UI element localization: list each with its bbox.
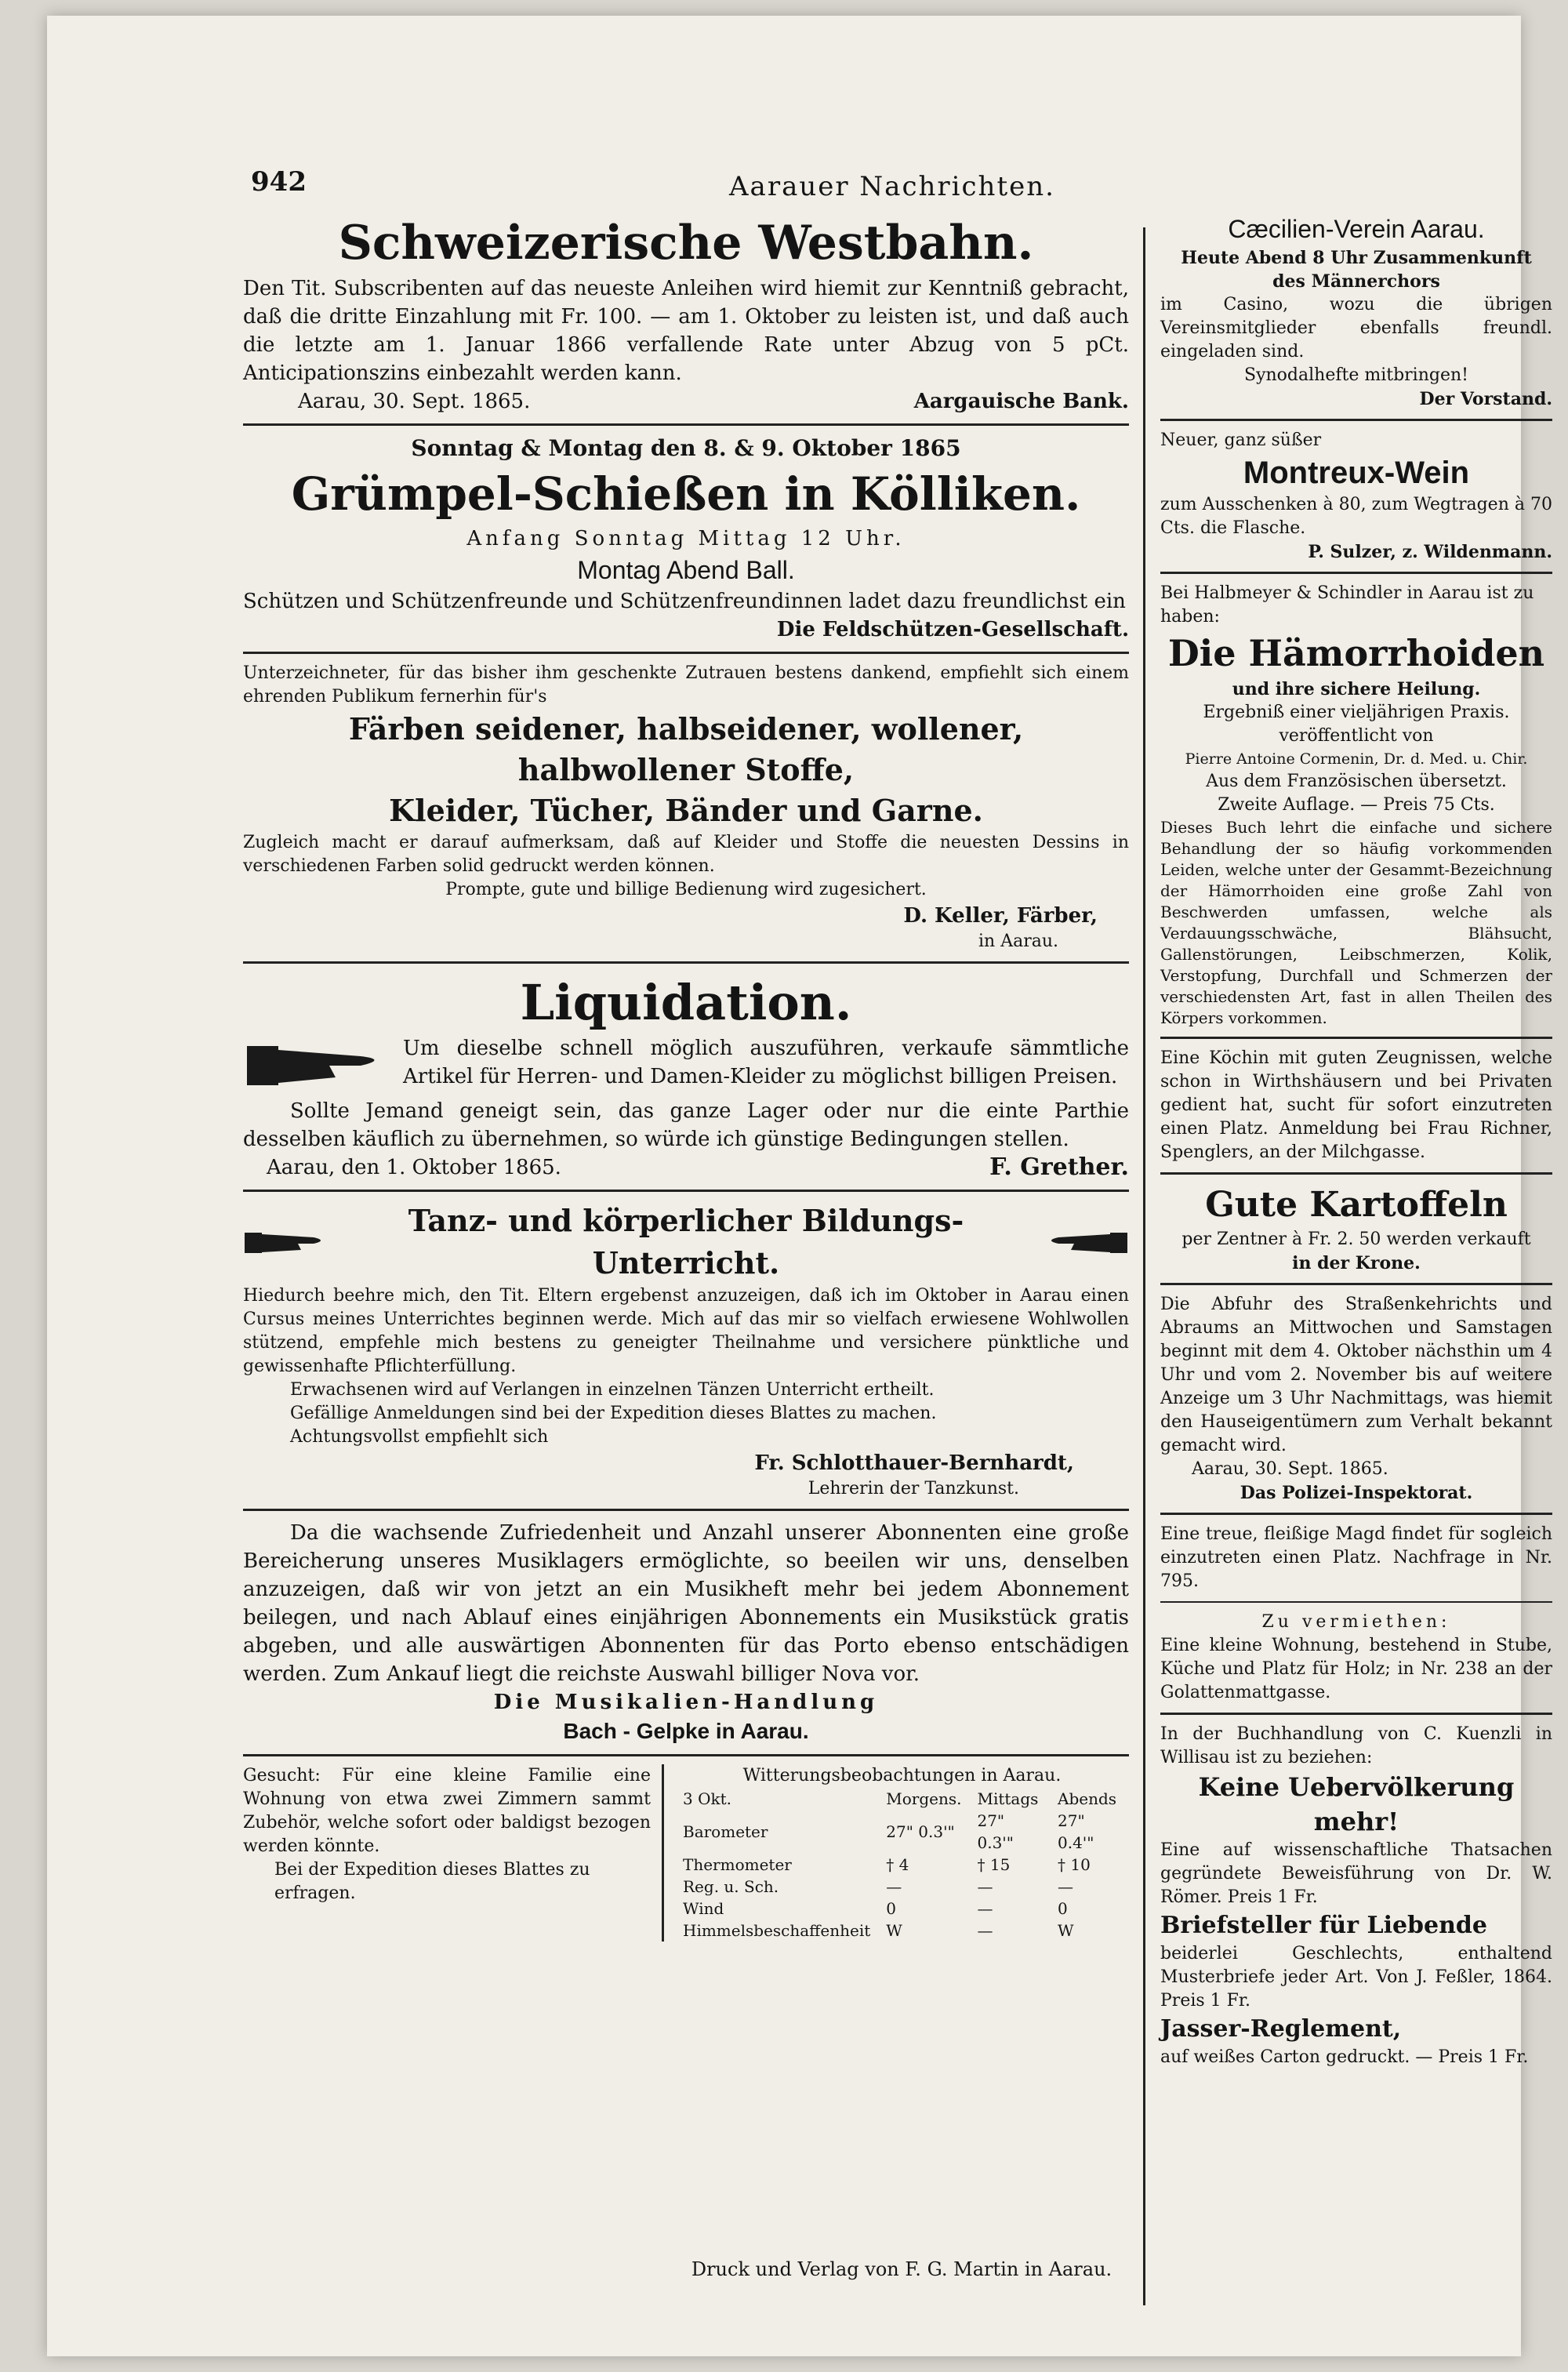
- weather-cell: Himmelsbeschaffenheit: [683, 1921, 871, 1940]
- musik-body: Da die wachsende Zufriedenheit und Anzahl unserer Abonnenten eine große Bereicherung unseres Musiklagers ermöglichte, so beeilen wir uns, denselben anzuzeigen, daß wir von jetzt an ein Musikheft mehr bei jedem Abonnement beilegen, und nach Ablauf eines einjährigen Abonnements ein Musikstück gratis abgeben, und alle auswärtigen Abonnenten für das Porto ebenso entschädigen werden. Zum Ankauf liegt die reichste Auswahl billiger Nova vor.: [243, 1521, 1129, 1686]
- table-row: [675, 1898, 1129, 1920]
- weather-cell: Wind: [683, 1899, 724, 1918]
- kartoffeln-body: per Zentner à Fr. 2. 50 werden verkauft: [1181, 1230, 1531, 1249]
- weather-head-1: Morgens.: [886, 1789, 962, 1808]
- pointing-hand-left-icon: [1043, 1226, 1129, 1258]
- table-row: [675, 1810, 1129, 1854]
- keller-headline-2: Kleider, Tücher, Bänder und Garne.: [389, 793, 983, 828]
- wein-notice: [1160, 429, 1552, 564]
- musik-notice: [243, 1519, 1129, 1746]
- keller-signature: D. Keller, Färber,: [903, 904, 1098, 928]
- liquidation-signature: F. Grether.: [989, 1153, 1129, 1181]
- buch-subtitle: und ihre sichere Heilung.: [1232, 679, 1481, 699]
- weather-cell: —: [977, 1899, 993, 1918]
- left-column: [243, 212, 1129, 1942]
- gruempel-signature: Die Feldschützen-Gesellschaft.: [776, 618, 1129, 641]
- kuenzli-intro: In der Buchhandlung von C. Kuenzli in Willisau ist zu beziehen:: [1160, 1724, 1552, 1767]
- pointing-hand-right-icon: [243, 1226, 329, 1258]
- weather-cell: Reg. u. Sch.: [683, 1877, 779, 1896]
- weather-cell: † 15: [977, 1855, 1011, 1874]
- table-row: [675, 1876, 1129, 1898]
- running-title: Aarauer Nachrichten.: [729, 171, 1055, 202]
- keller-service: Prompte, gute und billige Bedienung wird zugesichert.: [445, 880, 927, 899]
- page-number: 942: [251, 166, 307, 198]
- column-rule: [1143, 227, 1145, 2305]
- gruempel-start: Anfang Sonntag Mittag 12 Uhr.: [466, 527, 906, 550]
- wein-body: zum Ausschenken à 80, zum Wegtragen à 70 Cts. die Flasche.: [1160, 495, 1552, 538]
- weather-cell: Barometer: [683, 1822, 768, 1841]
- weather-cell: 27" 0.3'": [977, 1811, 1014, 1852]
- gruempel-title: Grümpel-Schießen in Kölliken.: [291, 467, 1081, 521]
- keller-headline-1: Färben seidener, halbseidener, wollener, halbwollener Stoffe,: [348, 711, 1024, 787]
- bottom-left-row: [243, 1764, 1129, 1942]
- polizei-notice: [1160, 1293, 1552, 1505]
- weather-cell: Thermometer: [683, 1855, 792, 1874]
- gesucht-footer: Bei der Expedition dieses Blattes zu erfragen.: [274, 1860, 590, 1903]
- wein-signature: P. Sulzer, z. Wildenmann.: [1308, 542, 1552, 562]
- kuenzli-body-3: auf weißes Carton gedruckt. — Preis 1 Fr.: [1160, 2047, 1529, 2067]
- newspaper-page: [47, 16, 1552, 2356]
- weather-cell: —: [886, 1877, 902, 1896]
- gruempel-notice: [243, 434, 1129, 644]
- musik-signature: Die Musikalien-Handlung: [493, 1691, 879, 1714]
- buch-edition: Zweite Auflage. — Preis 75 Cts.: [1218, 795, 1495, 815]
- weather-table-block: [675, 1764, 1129, 1942]
- weather-table: [675, 1788, 1129, 1942]
- pointing-hand-icon: [243, 1034, 392, 1097]
- imprint: Druck und Verlag von F. G. Martin in Aarau.: [691, 2258, 1112, 2280]
- buch-body: Dieses Buch lehrt die einfache und sichere Behandlung der so häufig vorkommenden Leiden, welche unter der Gesammt-Bezeichnung der Hämorrhoiden eine große Zahl von Beschwerden umfassen, welche als Verdauungsschwäche, Blähsucht, Gallenstörungen, Leibschmerzen, Kolik, Verstopfung, Durchfall und Schmerzen der verschiedensten Art, fast in allen Theilen des Körpers vorkommen.: [1160, 818, 1552, 1027]
- page-header: [243, 149, 1560, 204]
- keller-place: in Aarau.: [978, 932, 1058, 951]
- polizei-signature: Das Polizei-Inspektorat.: [1240, 1483, 1473, 1503]
- caecilien-notice: [1160, 212, 1552, 411]
- kuenzli-body-1: Eine auf wissenschaftliche Thatsachen gegründete Beweisführung von Dr. W. Römer. Preis 1 Fr.: [1160, 1840, 1552, 1907]
- gruempel-ball: Montag Abend Ball.: [577, 556, 795, 584]
- tanz-line-3: Gefällige Anmeldungen sind bei der Expedition dieses Blattes zu machen.: [290, 1404, 937, 1423]
- wein-intro: Neuer, ganz süßer: [1160, 430, 1322, 450]
- buch-author: Pierre Antoine Cormenin, Dr. d. Med. u. Chir.: [1185, 750, 1528, 768]
- table-row: [675, 1854, 1129, 1876]
- caecilien-line-3: Synodalhefte mitbringen!: [1244, 365, 1468, 385]
- tanz-line-4: Achtungsvollst empfiehlt sich: [290, 1427, 549, 1447]
- liquidation-body-2: Sollte Jemand geneigt sein, das ganze Lager oder nur die einte Parthie desselben käuflich zu übernehmen, so würde ich günstige Bedingungen stellen.: [243, 1099, 1129, 1151]
- weather-cell: † 10: [1058, 1855, 1091, 1874]
- keller-notice: [243, 662, 1129, 954]
- westbahn-title: Schweizerische Westbahn.: [338, 216, 1034, 271]
- weather-cell: —: [977, 1921, 993, 1940]
- weather-cell: 0: [886, 1899, 896, 1918]
- liquidation-date: Aarau, den 1. Oktober 1865.: [267, 1156, 561, 1179]
- buch-notice: [1160, 582, 1552, 1029]
- westbahn-date: Aarau, 30. Sept. 1865.: [298, 390, 531, 413]
- keller-body: Zugleich macht er darauf aufmerksam, daß auf Kleider und Stoffe die neuesten Dessins in verschiedenen Farben solid gedruckt werden können.: [243, 833, 1129, 876]
- kartoffeln-notice: [1160, 1182, 1552, 1275]
- kuenzli-title-3: Jasser-Reglement,: [1160, 2015, 1402, 2043]
- polizei-body: Die Abfuhr des Straßenkehrichts und Abraums an Mittwochen und Samstagen beginnt mit dem 4. Oktober nächsthin um 4 Uhr und vom 2. November bis auf weitere Anzeige um 3 Uhr Nachmittags, was hiemit den Hauseigentümern zum Verhalt bekannt gemacht wird.: [1160, 1295, 1552, 1455]
- kuenzli-body-2: beiderlei Geschlechts, enthaltend Musterbriefe jeder Art. Von J. Feßler, 1864. Preis 1 Fr.: [1160, 1944, 1552, 2011]
- gruempel-dateline: Sonntag & Montag den 8. & 9. Oktober 1865: [411, 435, 961, 461]
- caecilien-line-1: Heute Abend 8 Uhr Zusammenkunft: [1181, 248, 1532, 268]
- liquidation-body-1: Um dieselbe schnell möglich auszuführen, verkaufe sämmtliche Artikel für Herren- und Damen-Kleider zu möglichst billigen Preisen.: [403, 1037, 1129, 1088]
- keller-intro: Unterzeichneter, für das bisher ihm geschenkte Zutrauen bestens dankend, empfiehlt sich einem ehrenden Publikum fernerhin für's: [243, 663, 1129, 707]
- westbahn-body: Den Tit. Subscribenten auf das neueste Anleihen wird hiemit zur Kenntniß gebracht, daß die dritte Einzahlung mit Fr. 100. — am 1. Oktober zu leisten ist, und daß auch die letzte am 1. Januar 1866 verfallende Rate unter Abzug von 5 pCt. Anticipationszins einbezahlt werden kann.: [243, 277, 1129, 385]
- kuenzli-title-1: Keine Uebervölkerung mehr!: [1198, 1772, 1515, 1836]
- vermiethen-notice: [1160, 1611, 1552, 1705]
- magd-notice: Eine treue, fleißige Magd findet für sogleich einzutreten einen Platz. Nachfrage in Nr. 795.: [1160, 1524, 1552, 1591]
- tanz-signature: Fr. Schlotthauer-Bernhardt,: [754, 1451, 1074, 1475]
- weather-cell: —: [977, 1877, 993, 1896]
- weather-head-2: Mittags: [977, 1789, 1039, 1808]
- westbahn-notice: [243, 212, 1129, 416]
- weather-cell: 0: [1058, 1899, 1068, 1918]
- liquidation-title: Liquidation.: [520, 974, 852, 1031]
- tanz-title-2: Lehrerin der Tanzkunst.: [808, 1479, 1019, 1498]
- kartoffeln-title: Gute Kartoffeln: [1205, 1185, 1508, 1225]
- vermiethen-body: Eine kleine Wohnung, bestehend in Stube, Küche und Platz für Holz; in Nr. 238 an der Golattenmattgasse.: [1160, 1636, 1552, 1702]
- kuenzli-title-2: Briefsteller für Liebende: [1160, 1912, 1487, 1939]
- weather-head-0: 3 Okt.: [683, 1789, 731, 1808]
- caecilien-body: im Casino, wozu die übrigen Vereinsmitglieder ebenfalls freundl. eingeladen sind.: [1160, 295, 1552, 361]
- buch-line-2: veröffentlicht von: [1279, 726, 1434, 746]
- koechin-notice: Eine Köchin mit guten Zeugnissen, welche schon in Wirthshäusern und bei Privaten gedient hat, sucht für sofort einzutreten einen Platz. Anmeldung bei Frau Richner, Spenglers, an der Milchgasse.: [1160, 1048, 1552, 1162]
- gesucht-notice: [243, 1764, 651, 1942]
- buch-line-1: Ergebniß einer vieljährigen Praxis.: [1203, 703, 1510, 722]
- gesucht-body: Gesucht: Für eine kleine Familie eine Wohnung von etwa zwei Zimmern sammt Zubehör, welche sofort oder baldigst bezogen werden könnte.: [243, 1766, 651, 1856]
- wein-title: Montreux-Wein: [1243, 456, 1470, 490]
- tanz-body: Hiedurch beehre mich, den Tit. Eltern ergebenst anzuzeigen, daß ich im Oktober in Aarau einen Cursus meines Unterrichtes beginnen werde. Mich auf das mir so vielfach erwiesene Wohlwollen stützend, empfehle mich bestens zu geneigter Theilnahme und versichere pünktliche und gewissenhafte Pflichterfüllung.: [243, 1286, 1129, 1376]
- weather-title: Witterungsbeobachtungen in Aarau.: [742, 1766, 1062, 1785]
- kartoffeln-place: in der Krone.: [1292, 1253, 1421, 1273]
- caecilien-signature: Der Vorstand.: [1419, 389, 1552, 409]
- weather-cell: W: [886, 1921, 902, 1940]
- kuenzli-notice: [1160, 1723, 1552, 2069]
- weather-cell: 27" 0.3'": [886, 1822, 955, 1841]
- caecilien-line-2: des Männerchors: [1272, 271, 1440, 292]
- tanz-notice: [243, 1200, 1129, 1501]
- polizei-date: Aarau, 30. Sept. 1865.: [1192, 1459, 1388, 1479]
- weather-cell: W: [1058, 1921, 1074, 1940]
- weather-head-3: Abends: [1058, 1789, 1117, 1808]
- caecilien-title: Cæcilien-Verein Aarau.: [1228, 215, 1485, 243]
- liquidation-notice: [243, 972, 1129, 1182]
- weather-cell: —: [1058, 1877, 1073, 1896]
- table-row: [675, 1920, 1129, 1942]
- tanz-title: Tanz- und körperlicher Bildungs-Unterricht.: [408, 1203, 964, 1280]
- weather-cell: 27" 0.4'": [1058, 1811, 1094, 1852]
- vermiethen-title: Zu vermiethen:: [1261, 1612, 1451, 1632]
- buch-intro: Bei Halbmeyer & Schindler in Aarau ist zu haben:: [1160, 583, 1534, 627]
- westbahn-signature: Aargauische Bank.: [913, 390, 1129, 413]
- tanz-line-2: Erwachsenen wird auf Verlangen in einzelnen Tänzen Unterricht ertheilt.: [290, 1380, 935, 1400]
- weather-cell: † 4: [886, 1855, 909, 1874]
- right-column: [1160, 212, 1552, 2069]
- page-frame: [243, 149, 1560, 2337]
- musik-firm: Bach - Gelpke in Aarau.: [563, 1719, 809, 1743]
- buch-title: Die Hämorrhoiden: [1167, 632, 1545, 674]
- buch-line-3: Aus dem Französischen übersetzt.: [1206, 772, 1507, 791]
- gruempel-body: Schützen und Schützenfreunde und Schützenfreundinnen ladet dazu freundlichst ein: [243, 590, 1126, 613]
